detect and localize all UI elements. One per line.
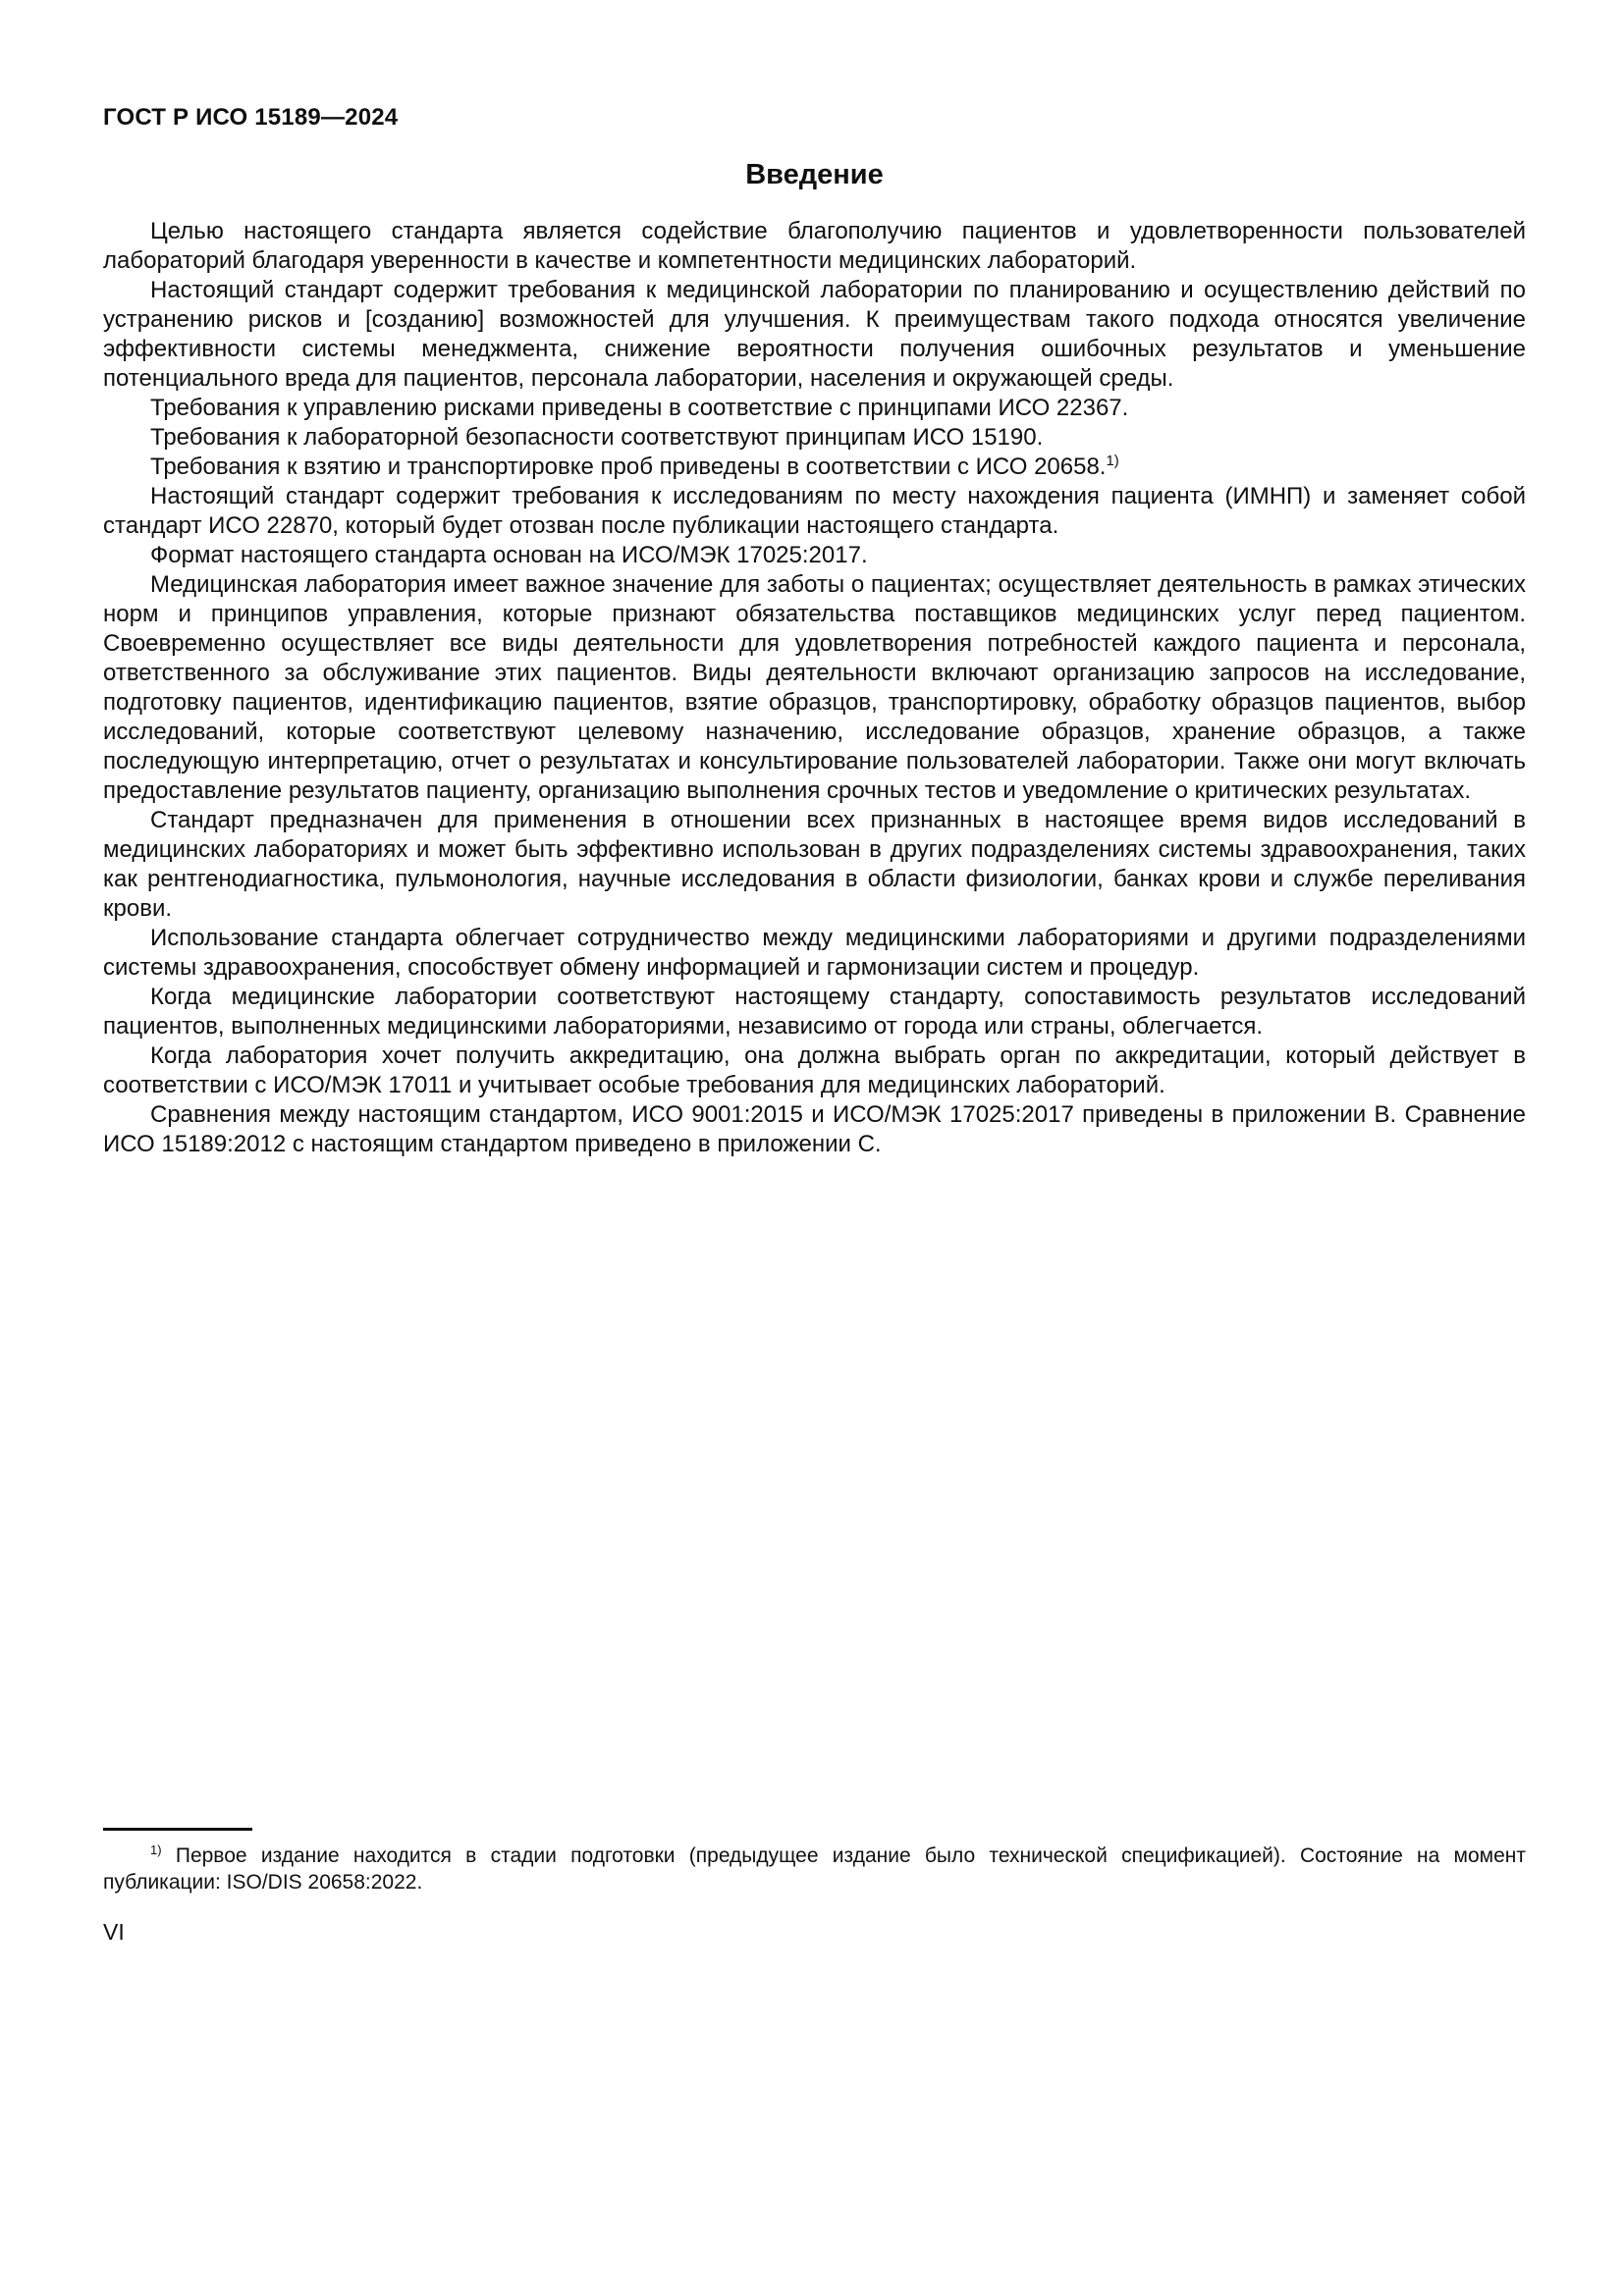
document-header: ГОСТ Р ИСО 15189—2024	[103, 104, 399, 131]
page-footer	[103, 1828, 1526, 1946]
paragraph-text: Сравнения между настоящим стандартом, ИСО 9001:2015 и ИСО/МЭК 17025:2017 приведены в приложении В. Сравнение ИСО 15189:2012 с настоящим стандартом приведено в приложении С.	[103, 1101, 1526, 1157]
paragraph	[103, 924, 1526, 983]
paragraph	[103, 217, 1526, 276]
page-title: Введение	[745, 159, 884, 190]
paragraph-text: Когда медицинские лаборатории соответствуют настоящему стандарту, сопоставимость результатов исследований пациентов, выполненных медицинскими лабораториями, независимо от города или страны, облегчается.	[103, 984, 1526, 1040]
paragraph-text: Медицинская лаборатория имеет важное значение для заботы о пациентах; осуществляет деятельность в рамках этических норм и принципов управления, которые признают обязательства поставщиков медицинских услуг перед пациентом. Своевременно осуществляет все виды деятельности для удовлетворения потребностей каждого пациента и персонала, ответственного за обслуживание этих пациентов. Виды деятельности включают организацию запросов на исследование, подготовку пациентов, идентификацию пациентов, взятие образцов, транспортировку, обработку образцов пациентов, выбор исследований, которые соответствуют целевому назначению, исследование образцов, хранение образцов, а также последующую интерпретацию, отчет о результатах и консультирование пользователей лаборатории. Также они могут включать предоставление результатов пациенту, организацию выполнения срочных тестов и уведомление о критических результатах.	[103, 571, 1526, 804]
footnote-body: Первое издание находится в стадии подготовки (предыдущее издание было технической спецификацией). Состояние на момент публикации: ISO/DIS 20658:2022.	[103, 1844, 1526, 1894]
document-body	[103, 217, 1526, 1159]
paragraph-text: Настоящий стандарт содержит требования к медицинской лаборатории по планированию и осуществлению действий по устранению рисков и [созданию] возможностей для улучшения. К преимуществам такого подхода относятся увеличение эффективности системы менеджмента, снижение вероятности получения ошибочных результатов и уменьшение потенциального вреда для пациентов, персонала лаборатории, населения и окружающей среды.	[103, 277, 1526, 392]
footnote-separator	[103, 1828, 252, 1831]
footnote-marker: 1)	[150, 1842, 162, 1857]
paragraph	[103, 570, 1526, 806]
paragraph	[103, 394, 1526, 423]
paragraph-text: Целью настоящего стандарта является содействие благополучию пациентов и удовлетворенности пользователей лабораторий благодаря уверенности в качестве и компетентности медицинских лабораторий.	[103, 218, 1526, 274]
paragraph-text: Использование стандарта облегчает сотрудничество между медицинскими лабораториями и другими подразделениями системы здравоохранения, способствует обмену информацией и гармонизации систем и процедур.	[103, 925, 1526, 981]
paragraph-text: Формат настоящего стандарта основан на ИСО/МЭК 17025:2017.	[150, 542, 868, 568]
paragraph-text: Требования к взятию и транспортировке проб приведены в соответствии с ИСО 20658.	[150, 454, 1107, 480]
page-content	[103, 104, 1526, 1159]
paragraph	[103, 423, 1526, 453]
paragraph-text: Стандарт предназначен для применения в отношении всех признанных в настоящее время видов исследований в медицинских лабораториях и может быть эффективно использован в других подразделениях системы здравоохранения, таких как рентгенодиагностика, пульмонология, научные исследования в области физиологии, банках крови и службе переливания крови.	[103, 807, 1526, 922]
paragraph	[103, 1100, 1526, 1159]
footnote	[103, 1842, 1526, 1896]
paragraph	[103, 276, 1526, 394]
paragraph	[103, 453, 1526, 482]
paragraph	[103, 806, 1526, 924]
paragraph-text: Требования к лабораторной безопасности соответствуют принципам ИСО 15190.	[150, 424, 1044, 451]
paragraph-text: Требования к управлению рисками приведены в соответствие с принципами ИСО 22367.	[150, 395, 1129, 421]
paragraph	[103, 482, 1526, 541]
page-number: VI	[103, 1919, 125, 1945]
paragraph	[103, 983, 1526, 1041]
paragraph-text: Настоящий стандарт содержит требования к исследованиям по месту нахождения пациента (ИМНП) и заменяет собой стандарт ИСО 22870, который будет отозван после публикации настоящего стандарта.	[103, 483, 1526, 539]
paragraph	[103, 541, 1526, 570]
paragraph	[103, 1041, 1526, 1100]
footnote-ref: 1)	[1106, 454, 1119, 469]
paragraph-text: Когда лаборатория хочет получить аккредитацию, она должна выбрать орган по аккредитации, который действует в соответствии с ИСО/МЭК 17011 и учитывает особые требования для медицинских лабораторий.	[103, 1042, 1526, 1098]
